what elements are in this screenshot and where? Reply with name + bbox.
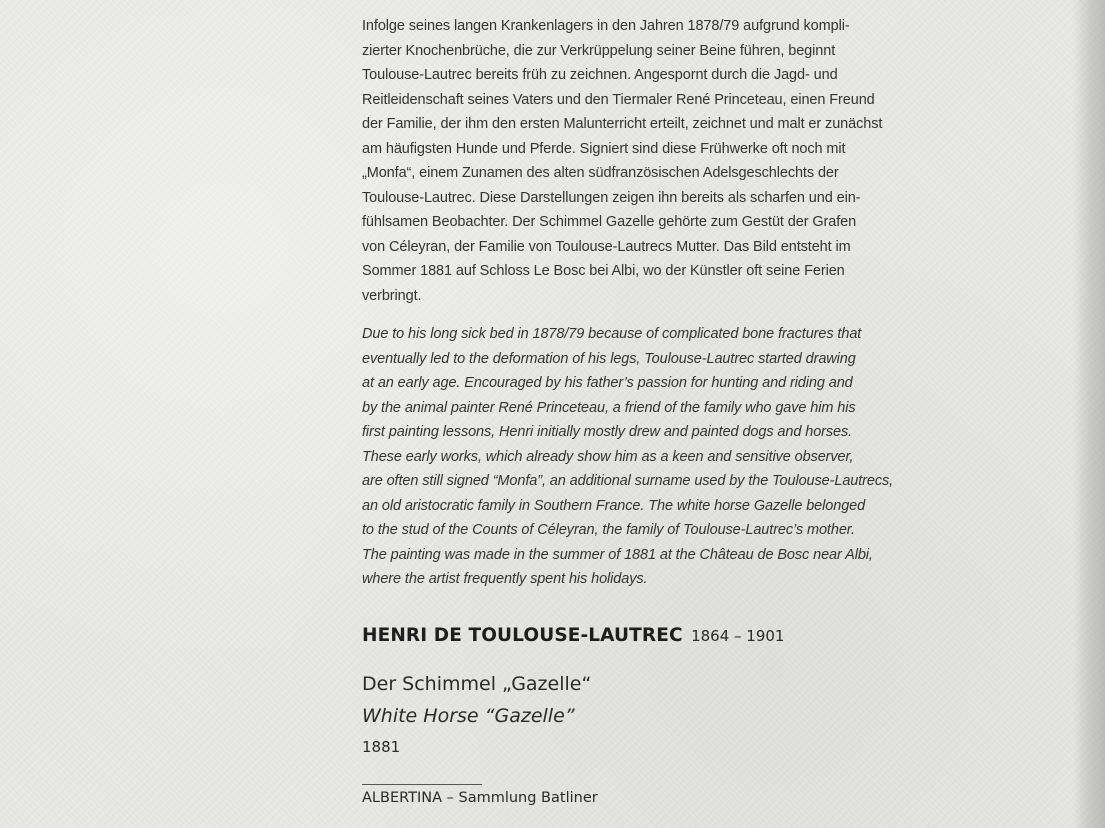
description-german-line: am häufigsten Hunde und Pferde. Signiert sind diese Frühwerke oft noch mit: [362, 140, 846, 157]
description-german-line: Toulouse-Lautrec bereits früh zu zeichnen. Angespornt durch die Jagd- und: [362, 67, 838, 83]
description-english-line: where the artist frequently spent his holidays.: [362, 571, 648, 587]
artwork-title-english: White Horse “Gazelle”: [362, 705, 575, 727]
description-english-line: to the stud of the Counts of Céleyran, the family of Toulouse-Lautrec’s mother.: [362, 522, 855, 538]
description-english-line: at an early age. Encouraged by his father’s passion for hunting and riding and: [362, 375, 853, 391]
description-english-line: The painting was made in the summer of 1881 at the Château de Bosc near Albi,: [362, 546, 873, 563]
description-german-line: verbringt.: [362, 287, 422, 304]
collection-credit: ALBERTINA – Sammlung Batliner: [362, 790, 598, 806]
description-english-line: eventually led to the deformation of his legs, Toulouse-Lautrec started drawing: [362, 350, 856, 367]
description-german-line: Infolge seines langen Krankenlagers in den Jahren 1878/79 aufgrund kompli-: [362, 18, 850, 34]
description-english-line: first painting lessons, Henri initially mostly drew and painted dogs and horses.: [362, 424, 853, 440]
description-german: [362, 14, 882, 308]
description-german-line: Toulouse-Lautrec. Diese Darstellungen zeigen ihn bereits als scharfen und ein-: [362, 189, 861, 206]
description-english-line: an old aristocratic family in Southern France. The white horse Gazelle belonged: [362, 497, 866, 514]
description-german-line: fühlsamen Beobachter. Der Schimmel Gazelle gehörte zum Gestüt der Grafen: [362, 214, 857, 230]
museum-wall-label: [362, 14, 894, 592]
description-german-line: der Familie, der ihm den ersten Malunterricht erteilt, zeichnet und malt er zunächst: [362, 116, 883, 132]
description-english-line: Due to his long sick bed in 1878/79 because of complicated bone fractures that: [362, 326, 862, 342]
description-german-line: „Monfa“, einem Zunamen des alten südfranzösischen Adelsgeschlechts der: [362, 165, 839, 181]
artist-heading: [362, 625, 784, 646]
description-german-line: zierter Knochenbrüche, die zur Verkrüppelung seiner Beine führen, beginnt: [362, 42, 836, 59]
description-english-line: by the animal painter René Princeteau, a friend of the family who gave him his: [362, 399, 856, 416]
description-english: [362, 322, 894, 592]
description-german-line: von Céleyran, der Familie von Toulouse-Lautrecs Mutter. Das Bild entsteht im: [362, 238, 851, 255]
description-german-line: Sommer 1881 auf Schloss Le Bosc bei Albi, wo der Künstler oft seine Ferien: [362, 263, 845, 279]
description-english-line: These early works, which already show him as a keen and sensitive observer,: [362, 448, 854, 465]
artist-life-dates: 1864 – 1901: [691, 627, 785, 645]
artwork-year: 1881: [362, 738, 401, 756]
wall-edge-shadow: [1073, 0, 1105, 828]
artwork-title-german: Der Schimmel „Gazelle“: [362, 673, 592, 695]
artist-name: HENRI DE TOULOUSE-LAUTREC: [362, 625, 683, 646]
description-english-line: are often still signed “Monfa”, an additional surname used by the Toulouse-Lautrecs,: [362, 473, 894, 489]
description-german-line: Reitleidenschaft seines Vaters und den Tiermaler René Princeteau, einen Freund: [362, 91, 875, 108]
divider-line: [362, 784, 482, 785]
